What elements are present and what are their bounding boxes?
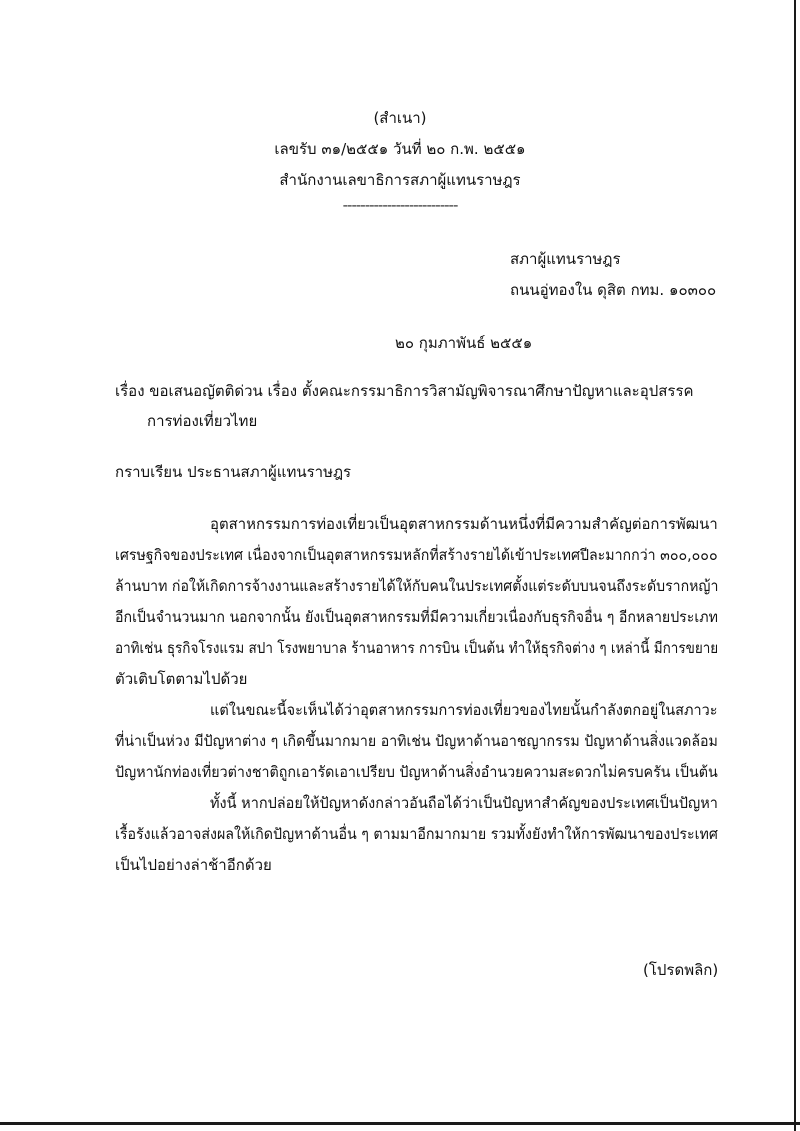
scan-edge-right: [794, 0, 796, 1131]
body-line: แต่ในขณะนี้จะเห็นได้ว่าอุตสาหกรรมการท่องเที่ยวของไทยนั้นกำลังตกอยู่ในสภาวะ: [210, 701, 718, 719]
subject-line-1: เรื่อง ขอเสนอญัตติด่วน เรื่อง ตั้งคณะกรรมาธิการวิสามัญพิจารณาศึกษาปัญหาและอุปสรรค: [115, 382, 694, 400]
body-line: ตัวเติบโตตามไปด้วย: [115, 670, 248, 688]
separator-line: --------------------------: [342, 196, 458, 214]
subject-line-2: การท่องเที่ยวไทย: [147, 412, 258, 430]
body-line: ล้านบาท ก่อให้เกิดการจ้างงานและสร้างรายได้ให้กับคนในประเทศตั้งแต่ระดับบนจนถึงระดับรากหญ้า: [115, 577, 719, 595]
copy-mark: (สำเนา): [373, 109, 427, 127]
office-name: สำนักงานเลขาธิการสภาผู้แทนราษฎร: [279, 171, 521, 189]
body-line: ปัญหานักท่องเที่ยวต่างชาติถูกเอารัดเอาเปรียบ ปัญหาด้านสิ่งอำนวยความสะดวกไม่ครบครัน เป็นต้น: [115, 763, 718, 781]
sender-address: ถนนอู่ทองใน ดุสิต กทม. ๑๐๓๐๐: [510, 281, 717, 299]
body-line: อีกเป็นจำนวนมาก นอกจากนั้น ยังเป็นอุตสาหกรรมที่มีความเกี่ยวเนื่องกับธุรกิจอื่น ๆ อีกหลายประเภท: [115, 608, 718, 626]
body-line: เศรษฐกิจของประเทศ เนื่องจากเป็นอุตสาหกรรมหลักที่สร้างรายได้เข้าประเทศปีละมากกว่า ๓๐๐,๐๐๐: [115, 546, 718, 564]
scan-edge-bottom: [0, 1122, 800, 1125]
body-line: อุตสาหกรรมการท่องเที่ยวเป็นอุตสาหกรรมด้านหนึ่งที่มีความสำคัญต่อการพัฒนา: [210, 515, 718, 533]
body-line: ที่น่าเป็นห่วง มีปัญหาต่าง ๆ เกิดขึ้นมากมาย อาทิเช่น ปัญหาด้านอาชญากรรม ปัญหาด้านสิ่งแวดล้อม: [115, 732, 718, 750]
body-line: เรื้อรังแล้วอาจส่งผลให้เกิดปัญหาด้านอื่น ๆ ตามมาอีกมากมาย รวมทั้งยังทำให้การพัฒนาของประเทศ: [115, 825, 718, 843]
turn-over-note: (โปรดพลิก): [643, 961, 719, 979]
sender-name: สภาผู้แทนราษฎร: [510, 250, 621, 268]
letter-date: ๒๐ กุมภาพันธ์ ๒๕๕๑: [395, 334, 533, 352]
body-line: เป็นไปอย่างล่าช้าอีกด้วย: [115, 856, 272, 874]
receipt-line: เลขรับ ๓๑/๒๕๕๑ วันที่ ๒๐ ก.พ. ๒๕๕๑: [274, 140, 526, 158]
salutation: กราบเรียน ประธานสภาผู้แทนราษฎร: [115, 463, 352, 481]
body-line: อาทิเช่น ธุรกิจโรงแรม สปา โรงพยาบาล ร้านอาหาร การบิน เป็นต้น ทำให้ธุรกิจต่าง ๆ เหล่านี้ มีการขยาย: [115, 639, 719, 657]
body-line: ทั้งนี้ หากปล่อยให้ปัญหาดังกล่าวอันถือได้ว่าเป็นปัญหาสำคัญของประเทศเป็นปัญหา: [210, 794, 718, 812]
